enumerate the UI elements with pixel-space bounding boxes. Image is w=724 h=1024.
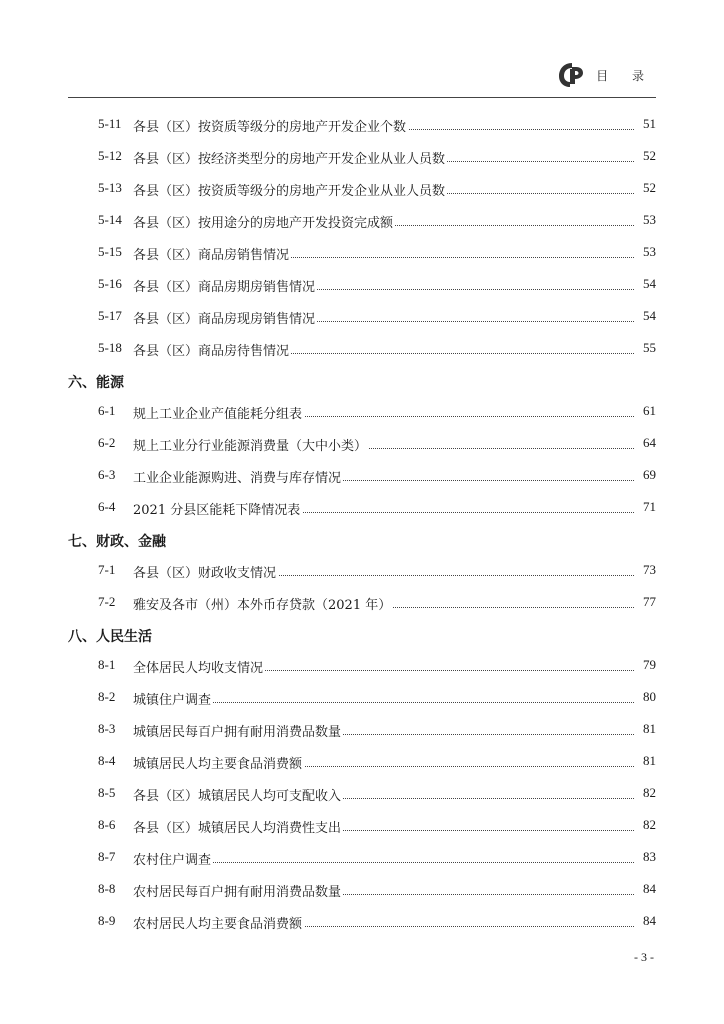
toc-entry-number: 8-8: [98, 881, 116, 896]
toc-entry-title: 各县（区）城镇居民人均可支配收入: [133, 785, 343, 804]
toc-entry[interactable]: [68, 777, 656, 809]
toc-entry[interactable]: [68, 140, 656, 172]
toc-entry-page: 84: [643, 913, 656, 928]
toc-entry-page: 83: [643, 849, 656, 864]
toc-entry[interactable]: [68, 809, 656, 841]
toc-entry[interactable]: [68, 681, 656, 713]
toc-entry-number: 7-2: [98, 594, 116, 609]
toc-entry[interactable]: [68, 395, 656, 427]
toc-entry[interactable]: [68, 649, 656, 681]
toc-entry-title: 各县（区）按用途分的房地产开发投资完成额: [133, 212, 395, 231]
toc-entry-title: 各县（区）城镇居民人均消费性支出: [133, 817, 343, 836]
toc-entry-title: 各县（区）商品房期房销售情况: [133, 276, 317, 295]
toc-entry-number: 6-1: [98, 403, 116, 418]
section-heading-text: 六、能源: [68, 375, 124, 391]
toc-entry-title: 农村住户调查: [133, 849, 213, 868]
toc-entry-title: 雅安及各市（州）本外币存贷款（2021 年）: [133, 594, 393, 613]
toc-entry-number: 5-17: [98, 308, 122, 323]
toc-entry[interactable]: [68, 268, 656, 300]
section-heading-text: 七、财政、金融: [68, 534, 166, 550]
toc-entry[interactable]: [68, 873, 656, 905]
toc-entry-number: 5-15: [98, 244, 122, 259]
toc-entry-number: 8-1: [98, 657, 116, 672]
toc-entry-number: 8-2: [98, 689, 116, 704]
toc-entry-number: 8-6: [98, 817, 116, 832]
toc-entry-page: 64: [643, 435, 656, 450]
toc-entry[interactable]: [68, 491, 656, 523]
toc-entry[interactable]: [68, 300, 656, 332]
toc-entry-page: 84: [643, 881, 656, 896]
toc-entry-page: 54: [643, 308, 656, 323]
toc-entry-page: 52: [643, 148, 656, 163]
toc-entry-page: 71: [643, 499, 656, 514]
toc-entry-number: 5-14: [98, 212, 122, 227]
toc-entry-page: 82: [643, 817, 656, 832]
toc-entry[interactable]: [68, 713, 656, 745]
toc-entry[interactable]: [68, 427, 656, 459]
toc-entry-number: 8-4: [98, 753, 116, 768]
toc-entry-number: 8-3: [98, 721, 116, 736]
toc-entry-number: 6-2: [98, 435, 116, 450]
toc-entry[interactable]: [68, 236, 656, 268]
table-of-contents: [68, 108, 656, 937]
toc-entry[interactable]: [68, 745, 656, 777]
page-header: [556, 60, 654, 90]
toc-entry-number: 5-18: [98, 340, 122, 355]
stats-logo-icon: [556, 60, 586, 90]
header-rule: [68, 97, 656, 98]
toc-entry-title: 农村居民每百户拥有耐用消费品数量: [133, 881, 343, 900]
toc-entry-page: 61: [643, 403, 656, 418]
toc-entry-title: 农村居民人均主要食品消费额: [133, 913, 304, 932]
toc-entry-title: 各县（区）商品房销售情况: [133, 244, 291, 263]
toc-entry-number: 7-1: [98, 562, 116, 577]
toc-entry-title: 各县（区）按资质等级分的房地产开发企业从业人员数: [133, 180, 447, 199]
toc-entry-title: 规上工业企业产值能耗分组表: [133, 403, 304, 422]
toc-entry-title: 全体居民人均收支情况: [133, 657, 265, 676]
toc-section-heading: [68, 618, 656, 649]
toc-entry-title: 各县（区）按资质等级分的房地产开发企业个数: [133, 116, 408, 135]
toc-entry[interactable]: [68, 841, 656, 873]
toc-entry-title: 2021 分县区能耗下降情况表: [133, 499, 302, 518]
toc-entry-number: 5-11: [98, 116, 122, 131]
toc-entry-number: 6-3: [98, 467, 116, 482]
toc-entry-title: 各县（区）商品房现房销售情况: [133, 308, 317, 327]
toc-entry-title: 各县（区）财政收支情况: [133, 562, 278, 581]
toc-entry[interactable]: [68, 172, 656, 204]
toc-entry-page: 81: [643, 721, 656, 736]
header-title: 目 录: [596, 68, 654, 83]
toc-entry-number: 6-4: [98, 499, 116, 514]
toc-entry-page: 53: [643, 212, 656, 227]
toc-entry-page: 73: [643, 562, 656, 577]
toc-entry-page: 51: [643, 116, 656, 131]
toc-entry-page: 77: [643, 594, 656, 609]
toc-entry-title: 各县（区）商品房待售情况: [133, 340, 291, 359]
toc-entry-page: 52: [643, 180, 656, 195]
toc-entry-page: 79: [643, 657, 656, 672]
toc-entry-title: 规上工业分行业能源消费量（大中小类）: [133, 435, 369, 454]
toc-entry-page: 53: [643, 244, 656, 259]
toc-entry-title: 各县（区）按经济类型分的房地产开发企业从业人员数: [133, 148, 447, 167]
toc-entry-number: 8-7: [98, 849, 116, 864]
section-heading-text: 八、人民生活: [68, 629, 152, 645]
toc-entry[interactable]: [68, 586, 656, 618]
toc-entry-number: 5-16: [98, 276, 122, 291]
toc-entry-page: 54: [643, 276, 656, 291]
toc-entry-title: 城镇居民每百户拥有耐用消费品数量: [133, 721, 343, 740]
toc-entry[interactable]: [68, 204, 656, 236]
page-number: - 3 -: [634, 950, 654, 964]
toc-entry-title: 工业企业能源购进、消费与库存情况: [133, 467, 343, 486]
toc-entry[interactable]: [68, 554, 656, 586]
toc-entry-page: 69: [643, 467, 656, 482]
toc-entry-number: 5-12: [98, 148, 122, 163]
toc-entry[interactable]: [68, 108, 656, 140]
toc-entry-page: 81: [643, 753, 656, 768]
toc-entry-page: 82: [643, 785, 656, 800]
toc-section-heading: [68, 523, 656, 554]
toc-entry-page: 55: [643, 340, 656, 355]
toc-entry[interactable]: [68, 905, 656, 937]
toc-entry-number: 8-9: [98, 913, 116, 928]
toc-entry-title: 城镇居民人均主要食品消费额: [133, 753, 304, 772]
toc-entry[interactable]: [68, 459, 656, 491]
toc-entry-title: 城镇住户调查: [133, 689, 213, 708]
toc-entry[interactable]: [68, 332, 656, 364]
toc-entry-number: 5-13: [98, 180, 122, 195]
toc-section-heading: [68, 364, 656, 395]
toc-entry-number: 8-5: [98, 785, 116, 800]
toc-entry-page: 80: [643, 689, 656, 704]
